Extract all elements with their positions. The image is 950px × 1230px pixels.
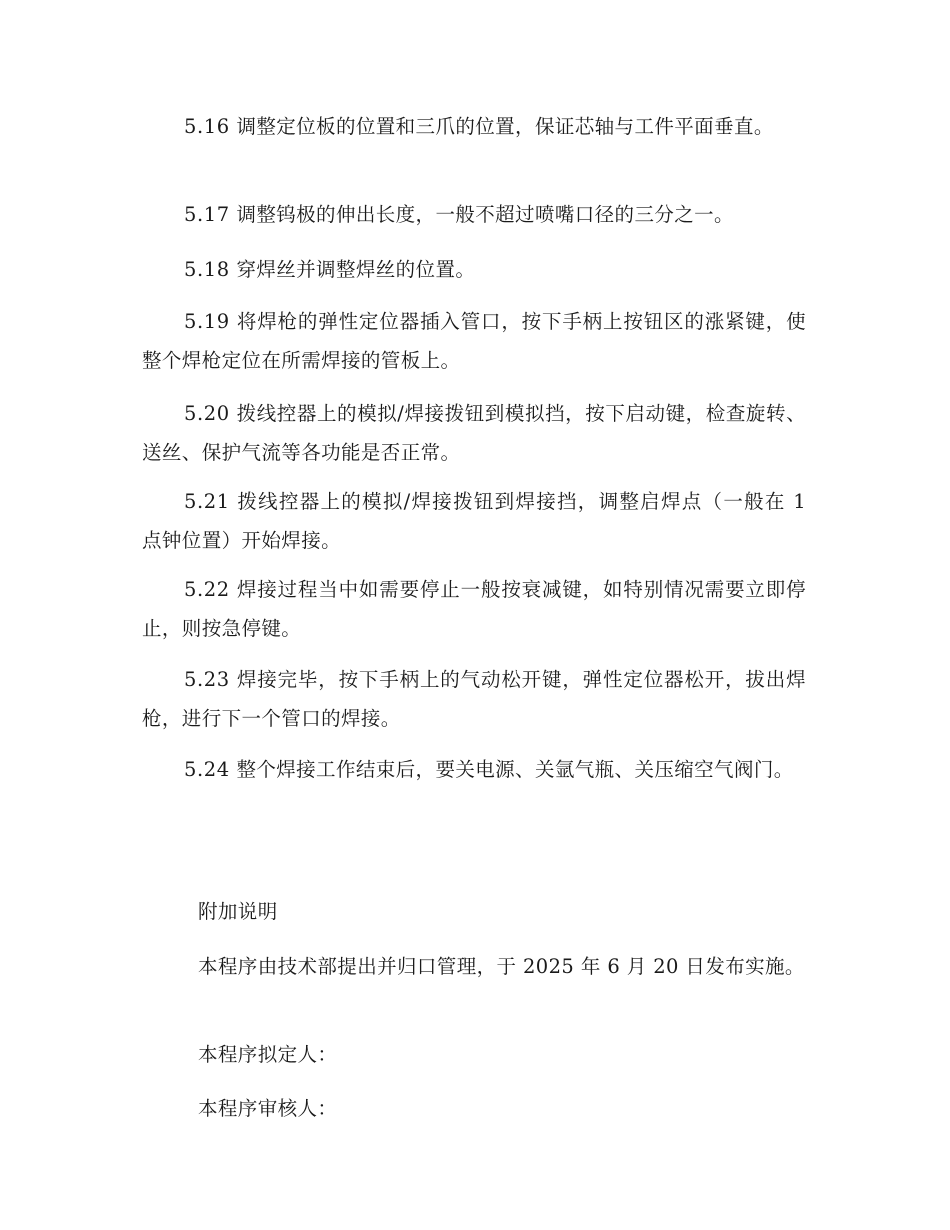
step-number: 5.24 bbox=[184, 758, 230, 781]
step-number: 5.19 bbox=[184, 310, 230, 333]
step-number: 5.23 bbox=[184, 668, 230, 691]
step-text: 穿焊丝并调整焊丝的位置。 bbox=[236, 258, 476, 281]
step-5-20 bbox=[142, 394, 806, 472]
step-5-18 bbox=[142, 250, 806, 289]
step-number: 5.17 bbox=[184, 203, 230, 226]
step-number: 5.22 bbox=[184, 578, 230, 601]
step-number: 5.18 bbox=[184, 258, 230, 281]
step-5-19 bbox=[142, 302, 806, 380]
step-5-16 bbox=[142, 107, 806, 146]
step-5-22 bbox=[142, 570, 806, 648]
step-number: 5.16 bbox=[184, 115, 230, 138]
appendix-reviewer: 本程序审核人： bbox=[198, 1097, 338, 1120]
step-number: 5.21 bbox=[184, 490, 230, 513]
step-5-17 bbox=[142, 195, 806, 234]
step-text: 调整钨极的伸出长度，一般不超过喷嘴口径的三分之一。 bbox=[236, 203, 734, 226]
step-5-24 bbox=[142, 750, 806, 789]
step-5-21 bbox=[142, 482, 806, 560]
step-text: 拨线控器上的模拟/焊接拨钮到模拟挡，按下启动键，检查旋转、送丝、保护气流等各功能是否正常。 bbox=[142, 402, 806, 464]
step-text: 焊接完毕，按下手柄上的气动松开键，弹性定位器松开，拔出焊枪，进行下一个管口的焊接。 bbox=[142, 668, 806, 730]
step-text: 调整定位板的位置和三爪的位置，保证芯轴与工件平面垂直。 bbox=[236, 115, 774, 138]
step-text: 整个焊接工作结束后，要关电源、关氩气瓶、关压缩空气阀门。 bbox=[236, 758, 794, 781]
step-text: 拨线控器上的模拟/焊接拨钮到焊接挡，调整启焊点（一般在 1 点钟位置）开始焊接。 bbox=[142, 490, 806, 552]
appendix-drafter: 本程序拟定人： bbox=[198, 1043, 338, 1066]
appendix-issued-note: 本程序由技术部提出并归口管理，于 2025 年 6 月 20 日发布实施。 bbox=[198, 955, 805, 978]
step-text: 将焊枪的弹性定位器插入管口，按下手柄上按钮区的涨紧键，使整个焊枪定位在所需焊接的管板上。 bbox=[142, 310, 806, 372]
appendix-heading: 附加说明 bbox=[198, 900, 278, 923]
step-number: 5.20 bbox=[184, 402, 230, 425]
step-5-23 bbox=[142, 660, 806, 738]
step-text: 焊接过程当中如需要停止一般按衰减键，如特别情况需要立即停止，则按急停键。 bbox=[142, 578, 806, 640]
